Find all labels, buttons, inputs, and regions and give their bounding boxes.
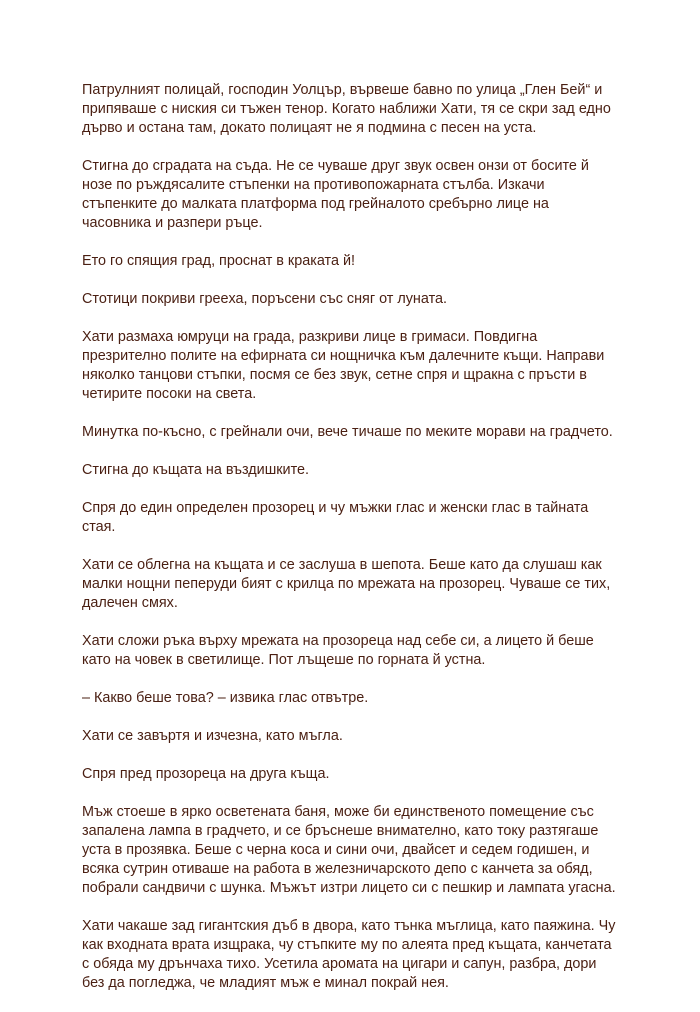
paragraph: Хати чакаше зад гигантския дъб в двора, като тънка мъглица, като паяжина. Чу как входната врата изщрака, чу стъпките му по алеята пред къщата, канчетата с обяда му дрънчаха тихо. Усетила аромата на цигари и сапун, разбра, дори без да погледжа, че младият мъж е минал покрай нея. [82,918,616,991]
paragraph: Хати се завъртя и изчезна, като мъгла. [82,728,343,744]
paragraph: Патрулният полицай, господин Уолцър, вървеше бавно по улица „Глен Бей“ и припяваше с ниския си тъжен тенор. Когато наближи Хати, тя се скри зад едно дърво и остана там, докато полицаят не я подмина с песен на уста. [82,82,611,136]
paragraph: Хати сложи ръка върху мрежата на прозореца над себе си, а лицето й беше като на човек в светилище. Пот лъщеше по горната й устна. [82,633,594,668]
paragraph: Стотици покриви греeха, поръсени със сняг от луната. [82,291,447,307]
paragraph: Ето го спящия град, проснат в краката й! [82,253,355,269]
paragraph: Стигна до сградата на съда. Не се чуваше друг звук освен онзи от босите й нозе по ръждясалите стъпенки на противопожарната стълба. Изкачи стъпенките до малката платформа под грейналото сребърно лице на часовника и разпери ръце. [82,158,589,231]
paragraph: Спря до един определен прозорец и чу мъжки глас и женски глас в тайната стая. [82,500,589,535]
paragraph: Спря пред прозореца на друга къща. [82,766,330,782]
document-body [82,81,622,1012]
paragraph: Мъж стоеше в ярко осветената баня, може би единственото помещение със запалена лампа в градчето, и се бръснеше внимателно, като току разтягаше уста в прозявка. Беше с черна коса и сини очи, двайсет и седем годишен, и всяка сутрин отиваше на работа в железничарското депо с канчета за обяд, побрали сандвичи с шунка. Мъжът изтри лицето си с пешкир и лампата угасна. [82,804,616,896]
paragraph: Стигна до къщата на въздишките. [82,462,310,478]
paragraph: – Какво беше това? – извика глас отвътре. [82,690,369,706]
paragraph: Хати се облегна на къщата и се заслуша в шепота. Беше като да слушаш как малки нощни пеперуди бият с крилца по мрежата на прозорец. Чуваше се тих, далечен смях. [82,557,611,611]
paragraph: Минутка по-късно, с грейнали очи, вече тичаше по меките морави на градчето. [82,424,613,440]
paragraph: Хати размаха юмруци на града, разкриви лице в гримаси. Повдигна презрително полите на ефирната си нощничка към далечните къщи. Направи няколко танцови стъпки, посмя се без звук, сетне спря и щракна с пръсти в четирите посоки на света. [82,329,605,402]
